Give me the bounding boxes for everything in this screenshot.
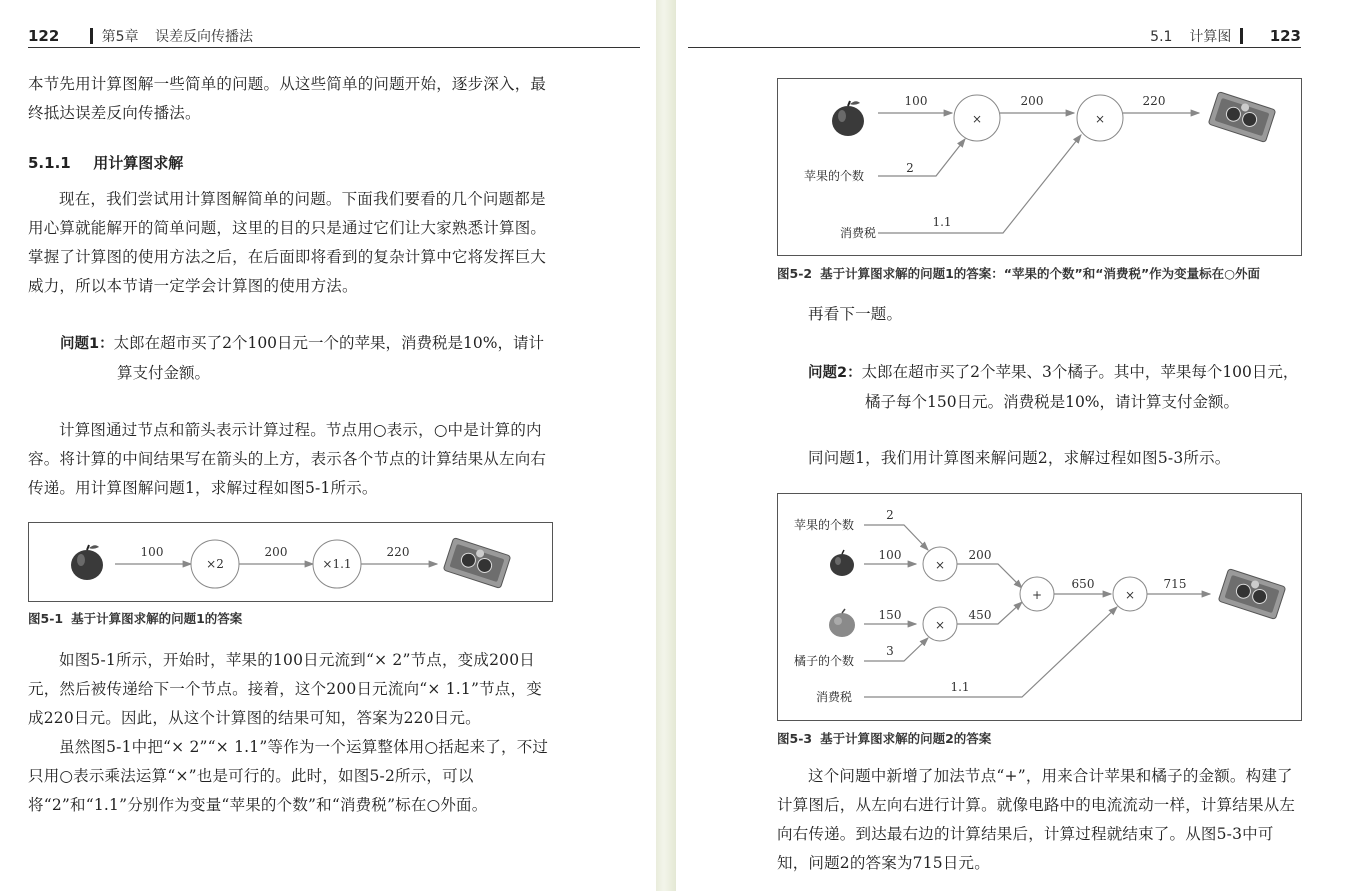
header-bar — [90, 28, 93, 44]
figure-5-2 — [777, 78, 1302, 256]
arrow — [864, 638, 928, 661]
caption-text: 基于计算图求解的问题1的答案 — [71, 611, 243, 626]
apple-icon — [830, 550, 854, 576]
variable-label: 消费税 — [816, 690, 853, 704]
section-heading — [28, 152, 183, 173]
right-page — [676, 0, 1361, 891]
body-paragraph: 现在，我们尝试用计算图解简单的问题。下面我们要看的几个问题都是用心算就能解开的简单问题，这里的目的只是通过它们让大家熟悉计算图。掌握了计算图的使用方法之后，在后面即将看到的复杂计算中它将发挥巨大威力，所以本节请一定学会计算图的使用方法。 — [28, 190, 547, 295]
edge-label: 200 — [264, 545, 288, 559]
node-label: × — [1124, 588, 1136, 602]
problem-label: 问题2： — [808, 365, 862, 381]
body-paragraph: 这个问题中新增了加法节点“+”，用来合计苹果和橘子的金额。构建了计算图后，从左向右进行计算。就像电路中的电流流动一样，计算结果从左向右传递。到达最右边的计算结果后，计算过程就结束了。从图5-3中可知，问题2的答案为715日元。 — [777, 767, 1296, 872]
body-paragraph: 同问题1，我们用计算图来解问题2，求解过程如图5-3所示。 — [808, 449, 1231, 467]
edge-label: 2 — [906, 161, 914, 175]
left-page-header — [28, 26, 253, 46]
page-number: 123 — [1269, 27, 1301, 45]
caption-number: 图5-2 — [777, 266, 813, 281]
apple-icon — [832, 101, 864, 136]
arrow — [957, 564, 1022, 588]
edge-label: 220 — [386, 545, 410, 559]
figure-caption — [777, 729, 991, 747]
edge-label: 715 — [1163, 577, 1187, 591]
figure-caption — [28, 609, 242, 627]
body-paragraph: 虽然图5-1中把“× 2”“× 1.1”等作为一个运算整体用○括起来了，不过只用○表示乘法运算“×”也是可行的。此时，如图5-2所示，可以将“2”和“1.1”分别作为变量“苹果的个数”和“消费税”标在○外面。 — [28, 738, 549, 814]
figure-caption — [777, 264, 1260, 282]
problem-label: 问题1： — [60, 336, 114, 352]
chapter-number: 第5章 — [101, 29, 139, 45]
intro-paragraph: 本节先用计算图解一些简单的问题。从这些简单的问题开始，逐步深入，最终抵达误差反向传播法。 — [28, 75, 547, 122]
edge-label: 3 — [886, 644, 894, 658]
book-gutter — [656, 0, 676, 891]
edge-label: 200 — [1020, 94, 1044, 108]
register-icon — [443, 538, 511, 589]
arrow — [878, 139, 965, 176]
chapter-title: 误差反向传播法 — [155, 29, 254, 45]
graph-5-1 — [29, 523, 552, 601]
problem-text: 太郎在超市买了2个100日元一个的苹果，消费税是10%，请计 — [113, 334, 544, 352]
section-name: 计算图 — [1189, 29, 1232, 45]
caption-text: 基于计算图求解的问题2的答案 — [820, 731, 992, 746]
problem-2 — [808, 358, 1302, 417]
left-page — [0, 0, 656, 891]
problem-text-cont: 算支付金额。 — [117, 364, 211, 382]
caption-number: 图5-3 — [777, 731, 813, 746]
caption-text: 基于计算图求解的问题1的答案：“苹果的个数”和“消费税”作为变量标在○外面 — [820, 266, 1261, 281]
apple-icon — [71, 545, 103, 580]
variable-label: 苹果的个数 — [794, 518, 855, 532]
edge-label: 1.1 — [950, 680, 970, 694]
body-paragraph: 如图5-1所示，开始时，苹果的100日元流到“× 2”节点，变成200日元，然后被传递给下一个节点。接着，这个200日元流向“× 1.1”节点，变成220日元。因此，从这个计算图的结果可知，答案为220日元。 — [28, 651, 542, 727]
node-label: × — [934, 618, 946, 632]
figure-5-1 — [28, 522, 553, 602]
page-number: 122 — [28, 27, 60, 45]
variable-label: 橘子的个数 — [794, 654, 855, 668]
problem-text-cont: 橘子每个150日元。消费税是10%，请计算支付金额。 — [865, 393, 1240, 411]
edge-label: 100 — [904, 94, 928, 108]
problem-1 — [60, 329, 554, 388]
register-icon — [1208, 92, 1276, 143]
edge-label: 220 — [1142, 94, 1166, 108]
section-number: 5.1.1 — [28, 154, 71, 172]
edge-label: 2 — [886, 508, 894, 522]
body-paragraph: 再看下一题。 — [808, 305, 903, 323]
edge-label: 450 — [968, 608, 992, 622]
edge-label: 100 — [878, 548, 902, 562]
header-bar — [1240, 28, 1243, 44]
variable-label: 消费税 — [840, 226, 877, 240]
node-label: ×1.1 — [322, 557, 352, 571]
node-label: ×2 — [206, 557, 224, 571]
node-label: × — [934, 558, 946, 572]
node-label: × — [971, 112, 983, 126]
right-page-header — [1150, 26, 1301, 46]
graph-5-2 — [778, 79, 1301, 255]
orange-icon — [829, 609, 855, 637]
header-rule — [688, 47, 1301, 48]
header-rule — [28, 47, 640, 48]
edge-label: 100 — [140, 545, 164, 559]
edge-label: 200 — [968, 548, 992, 562]
node-label: × — [1094, 112, 1106, 126]
arrow — [864, 525, 928, 550]
edge-label: 650 — [1071, 577, 1095, 591]
arrow — [878, 135, 1081, 233]
figure-5-3 — [777, 493, 1302, 721]
graph-5-3 — [778, 494, 1301, 720]
edge-label: 150 — [878, 608, 902, 622]
section-ref: 5.1 — [1150, 29, 1173, 45]
caption-number: 图5-1 — [28, 611, 64, 626]
edge-label: 1.1 — [932, 215, 952, 229]
problem-text: 太郎在超市买了2个苹果、3个橘子。其中，苹果每个100日元， — [861, 363, 1299, 381]
section-title: 用计算图求解 — [93, 154, 184, 172]
body-paragraph: 计算图通过节点和箭头表示计算过程。节点用○表示，○中是计算的内容。将计算的中间结果写在箭头的上方，表示各个节点的计算结果从左向右传递。用计算图解问题1，求解过程如图5-1所示。 — [28, 421, 547, 497]
variable-label: 苹果的个数 — [804, 169, 865, 183]
node-label: + — [1031, 588, 1043, 602]
register-icon — [1218, 569, 1286, 620]
